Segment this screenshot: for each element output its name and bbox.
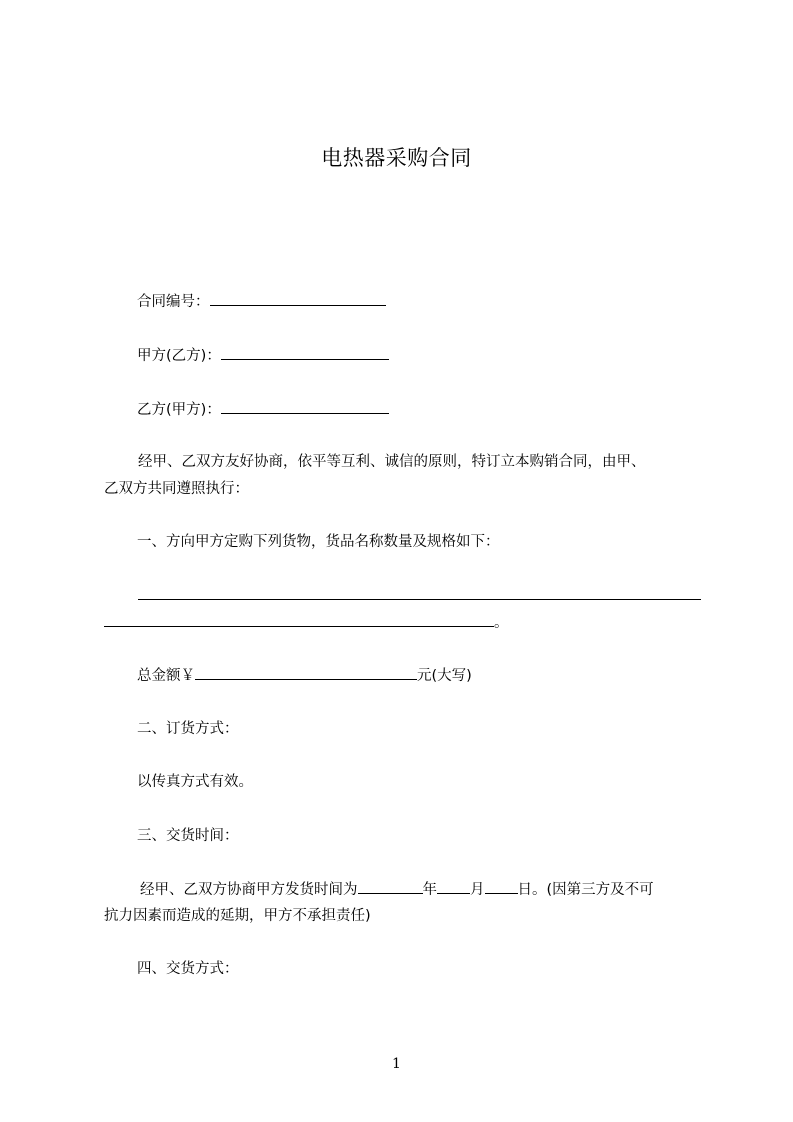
delivery-time-line1	[140, 879, 654, 900]
section2-heading: 二、订货方式：	[137, 721, 239, 737]
day-label: 日。(因第三方及不可	[517, 882, 654, 898]
contract-number-line	[137, 291, 386, 312]
delivery-month-blank[interactable]	[437, 879, 470, 894]
total-amount-blank[interactable]	[195, 665, 417, 680]
intro-paragraph-line1: 经甲、乙双方友好协商，依平等互利、诚信的原则，特订立本购销合同，由甲、	[138, 454, 646, 470]
delivery-prefix: 经甲、乙双方协商甲方发货时间为	[140, 882, 358, 898]
goods-blank-2[interactable]	[104, 612, 494, 627]
contract-number-label: 合同编号：	[137, 294, 210, 310]
party-a-blank[interactable]	[221, 345, 389, 360]
delivery-time-line2: 抗力因素而造成的延期，甲方不承担责任)	[104, 908, 371, 924]
section1-heading: 一、方向甲方定购下列货物，货品名称数量及规格如下：	[137, 534, 500, 550]
page-number: 1	[392, 1056, 401, 1072]
goods-blank-line2	[104, 612, 509, 633]
total-amount-line	[137, 665, 472, 686]
intro-paragraph-line2: 乙双方共同遵照执行：	[104, 481, 249, 497]
party-b-line	[137, 399, 389, 420]
party-b-blank[interactable]	[221, 399, 389, 414]
month-label: 月	[470, 882, 485, 898]
order-method-text: 以传真方式有效。	[137, 774, 253, 790]
party-a-label: 甲方(乙方)：	[137, 348, 221, 364]
section4-heading: 四、交货方式：	[137, 961, 239, 977]
goods-blank-line1	[138, 585, 701, 606]
total-amount-label: 总金额￥	[137, 668, 195, 684]
party-b-label: 乙方(甲方)：	[137, 402, 221, 418]
total-amount-suffix: 元(大写)	[417, 668, 472, 684]
delivery-day-blank[interactable]	[485, 879, 518, 894]
contract-number-blank[interactable]	[210, 291, 386, 306]
section3-heading: 三、交货时间：	[137, 828, 239, 844]
party-a-line	[137, 345, 389, 366]
goods-end-mark: 。	[494, 615, 509, 631]
delivery-year-blank[interactable]	[358, 879, 423, 894]
document-title: 电热器采购合同	[321, 146, 472, 170]
goods-blank-1[interactable]	[138, 585, 701, 600]
year-label: 年	[422, 882, 437, 898]
